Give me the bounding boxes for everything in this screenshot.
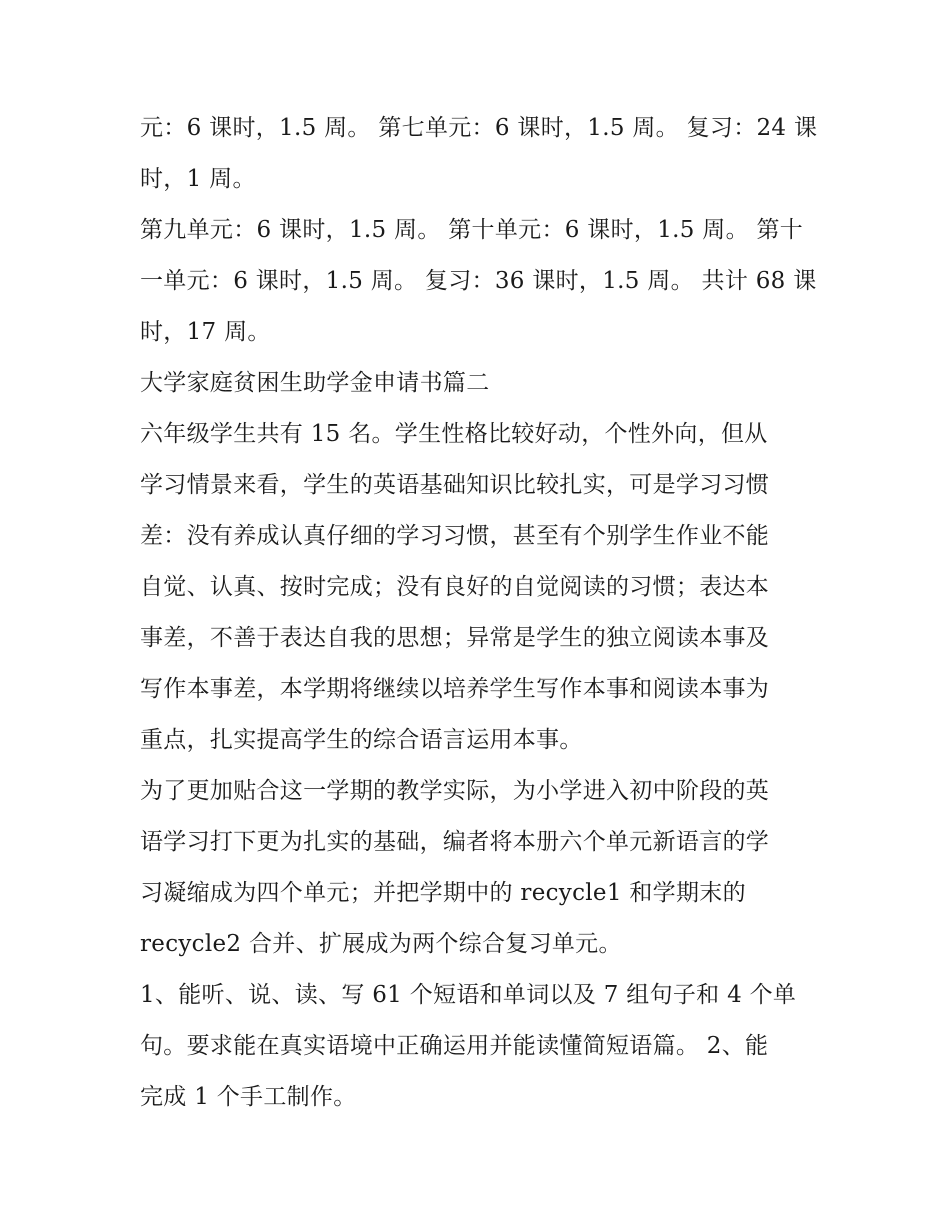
text-line: 自觉、认真、按时完成；没有良好的自觉阅读的习惯；表达本 bbox=[140, 574, 770, 600]
text-line: 为了更加贴合这一学期的教学实际，为小学进入初中阶段的英 bbox=[140, 778, 770, 804]
text-line: 时，17 周。 bbox=[140, 319, 271, 345]
text-line: 习凝缩成为四个单元；并把学期中的 recycle1 和学期末的 bbox=[140, 880, 746, 906]
section-heading bbox=[140, 358, 815, 409]
document-body bbox=[140, 103, 818, 1123]
text-line: recycle2 合并、扩展成为两个综合复习单元。 bbox=[140, 931, 622, 957]
paragraph-goals bbox=[140, 970, 815, 1123]
text-line: 句。要求能在真实语境中正确运用并能读懂简短语篇。 2、能 bbox=[140, 1033, 769, 1059]
text-line: 时，1 周。 bbox=[140, 166, 256, 192]
text-line: 语学习打下更为扎实的基础，编者将本册六个单元新语言的学 bbox=[140, 829, 770, 855]
heading-line: 大学家庭贫困生助学金申请书篇二 bbox=[140, 370, 490, 396]
text-line: 1、能听、说、读、写 61 个短语和单词以及 7 组句子和 4 个单 bbox=[140, 982, 797, 1008]
paragraph-schedule-part1 bbox=[140, 103, 818, 205]
text-line: 元：6 课时，1.5 周。 第七单元：6 课时，1.5 周。 复习：24 课 bbox=[140, 115, 818, 141]
text-line: 第九单元：6 课时，1.5 周。 第十单元：6 课时，1.5 周。 第十 bbox=[140, 217, 804, 243]
text-line: 写作本事差，本学期将继续以培养学生写作本事和阅读本事为 bbox=[140, 676, 770, 702]
paragraph-schedule-part2 bbox=[140, 205, 815, 358]
text-line: 重点，扎实提高学生的综合语言运用本事。 bbox=[140, 727, 583, 753]
text-line: 一单元：6 课时，1.5 周。 复习：36 课时，1.5 周。 共计 68 课 bbox=[140, 268, 817, 294]
text-line: 完成 1 个手工制作。 bbox=[140, 1084, 357, 1110]
text-line: 事差，不善于表达自我的思想；异常是学生的独立阅读本事及 bbox=[140, 625, 770, 651]
text-line: 学习情景来看，学生的英语基础知识比较扎实，可是学习习惯 bbox=[140, 472, 770, 498]
text-line: 差：没有养成认真仔细的学习习惯，甚至有个别学生作业不能 bbox=[140, 523, 770, 549]
paragraph-student-analysis bbox=[140, 409, 815, 766]
text-line: 六年级学生共有 15 名。学生性格比较好动，个性外向，但从 bbox=[140, 421, 768, 447]
paragraph-textbook-analysis bbox=[140, 766, 815, 970]
